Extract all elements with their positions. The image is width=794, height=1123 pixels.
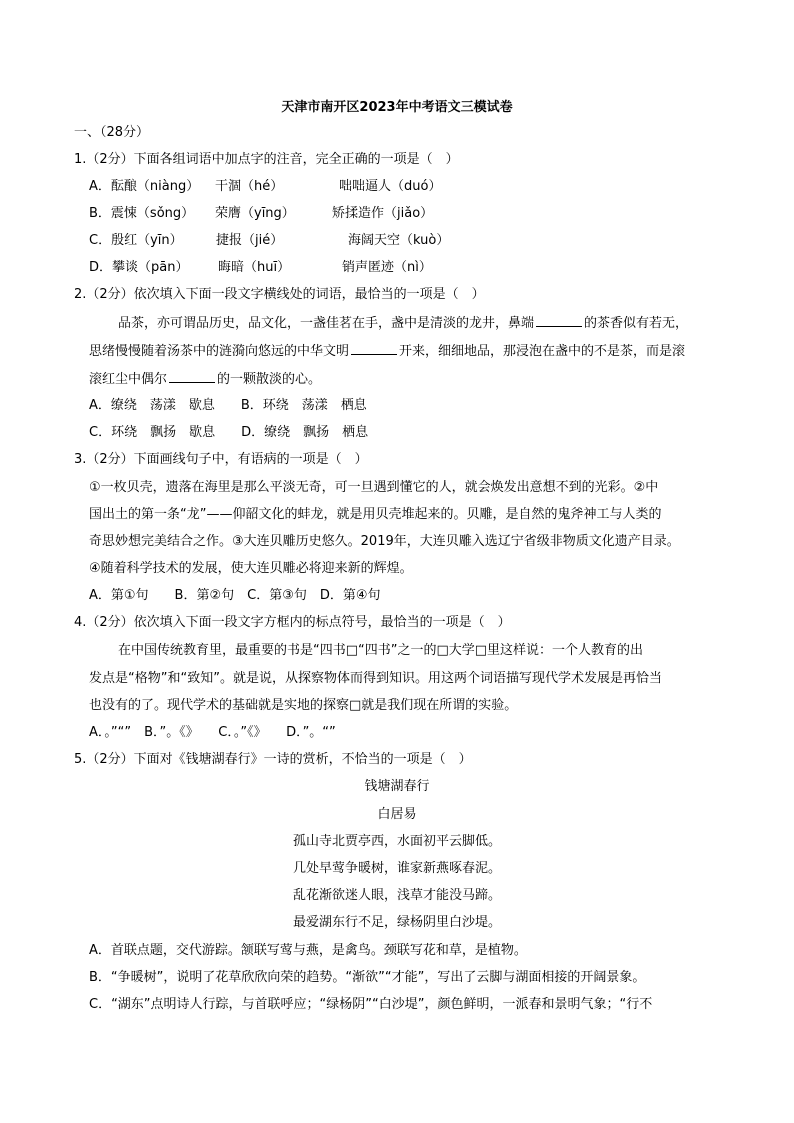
q2-paragraph-line3 — [89, 370, 321, 389]
q3-paragraph-line4: ④随着科学技术的发展，使大连贝雕必将迎来新的辉煌。 — [89, 561, 413, 576]
q1-c-word3: 海阔天空（kuò） — [348, 233, 450, 248]
q4-options: A．。”“” B．”。《》 C．。”《》 D．”。“” — [89, 725, 336, 740]
poem-line-3: 乱花渐欲迷人眼，浅草才能没马蹄。 — [292, 888, 501, 903]
section-heading: 一、（28分） — [74, 125, 150, 140]
q2-text-3b: 的一颗散淡的心。 — [217, 372, 322, 387]
q4-paragraph-line1: 在中国传统教育里，最重要的书是“四书□“四书”之一的□大学□里这样说：一个人教育的出 — [118, 643, 644, 658]
q1-d-word3: 销声匿迹（nì） — [342, 260, 432, 275]
q5-option-c: C．“湖东”点明诗人行踪，与首联呼应；“绿杨阴”“白沙堤”，颜色鲜明，一派春和景明气象；“行不 — [89, 997, 653, 1012]
q1-a-word2: 干涸（hé） — [215, 179, 284, 194]
blank-2 — [351, 342, 397, 355]
q2-options-cd: C．环绕 飘扬 歇息 D．缭绕 飘扬 栖息 — [89, 425, 369, 440]
q1-option-d — [89, 259, 432, 277]
q1-c-word1: C．殷红（yīn） — [89, 233, 183, 248]
q1-b-word2: 荣膺（yīng） — [215, 206, 295, 221]
q5-option-b: B．“争暖树”，说明了花草欣欣向荣的趋势。“渐欲”“才能”，写出了云脚与湖面相接的开阔景象。 — [89, 970, 646, 985]
page-title: 天津市南开区2023年中考语文三模试卷 — [281, 100, 513, 115]
q1-b-word1: B．震悚（sǒng） — [89, 206, 195, 221]
q2-paragraph-line1 — [118, 314, 688, 333]
question-1-stem: 1.（2分）下面各组词语中加点字的注音，完全正确的一项是（ ） — [74, 152, 459, 167]
q2-text-2b: 开来，细细地品，那浸泡在盏中的不是茶，而是滚 — [399, 344, 686, 359]
q2-text-3a: 滚红尘中偶尔 — [89, 372, 168, 387]
poem-author: 白居易 — [377, 807, 417, 822]
q1-b-word3: 矫揉造作（jiǎo） — [332, 206, 434, 221]
q1-d-word1: D．攀谈（pān） — [89, 260, 189, 275]
q1-c-word2: 捷报（jié） — [216, 233, 284, 248]
q2-text-1a: 品茶，亦可谓品历史，品文化，一盏佳茗在手，盏中是清淡的龙井，鼻端 — [118, 316, 535, 331]
q2-paragraph-line2 — [89, 342, 685, 361]
question-5-stem: 5.（2分）下面对《钱塘湖春行》一诗的赏析，不恰当的一项是（ ） — [74, 752, 472, 767]
q2-text-1b: 的茶香似有若无， — [584, 316, 689, 331]
question-2-stem: 2.（2分）依次填入下面一段文字横线处的词语，最恰当的一项是（ ） — [74, 287, 485, 302]
poem-line-2: 几处早莺争暖树，谁家新燕啄春泥。 — [292, 861, 501, 876]
q5-option-a: A．首联点题，交代游踪。颔联写莺与燕，是禽鸟。颈联写花和草，是植物。 — [89, 943, 527, 958]
q1-a-word3: 咄咄逼人（duó） — [339, 179, 442, 194]
question-4-stem: 4.（2分）依次填入下面一段文字方框内的标点符号，最恰当的一项是（ ） — [74, 615, 511, 630]
question-3-stem: 3.（2分）下面画线句子中，有语病的一项是（ ） — [74, 452, 368, 467]
q1-option-c — [89, 232, 450, 250]
q3-paragraph-line3: 奇思妙想完美结合之作。③大连贝雕历史悠久。2019年，大连贝雕入选辽宁省级非物质文化遗产目录。 — [89, 534, 680, 549]
q4-paragraph-line3: 也没有的了。现代学术的基础就是实地的探察□就是我们现在所谓的实验。 — [89, 698, 518, 713]
poem-title: 钱塘湖春行 — [364, 779, 430, 794]
q1-d-word2: 晦暗（huī） — [218, 260, 291, 275]
q1-option-b — [89, 205, 434, 223]
blank-1 — [536, 314, 582, 327]
q3-options: A．第①句 B．第②句 C．第③句 D．第④句 — [89, 588, 381, 603]
blank-3 — [169, 370, 215, 383]
q1-a-word1: A．酝酿（niàng） — [89, 179, 200, 194]
poem-line-4: 最爱湖东行不足，绿杨阴里白沙堤。 — [292, 915, 501, 930]
poem-line-1: 孤山寺北贾亭西，水面初平云脚低。 — [292, 834, 501, 849]
q2-options-ab: A．缭绕 荡漾 歇息 B．环绕 荡漾 栖息 — [89, 398, 367, 413]
q4-paragraph-line2: 发点是“格物”和“致知”。就是说，从探察物体而得到知识。用这两个词语描写现代学术发展是再恰当 — [89, 671, 662, 686]
q2-text-2a: 思绪慢慢随着汤茶中的涟漪向悠远的中华文明 — [89, 344, 350, 359]
q3-paragraph-line2: 国出土的第一条“龙”——仰韶文化的蚌龙，就是用贝壳堆起来的。贝雕，是自然的鬼斧神工与人类的 — [89, 507, 662, 522]
q3-paragraph-line1: ①一枚贝壳，遗落在海里是那么平淡无奇，可一旦遇到懂它的人，就会焕发出意想不到的光彩。②中 — [89, 480, 659, 495]
q1-option-a — [89, 178, 442, 196]
